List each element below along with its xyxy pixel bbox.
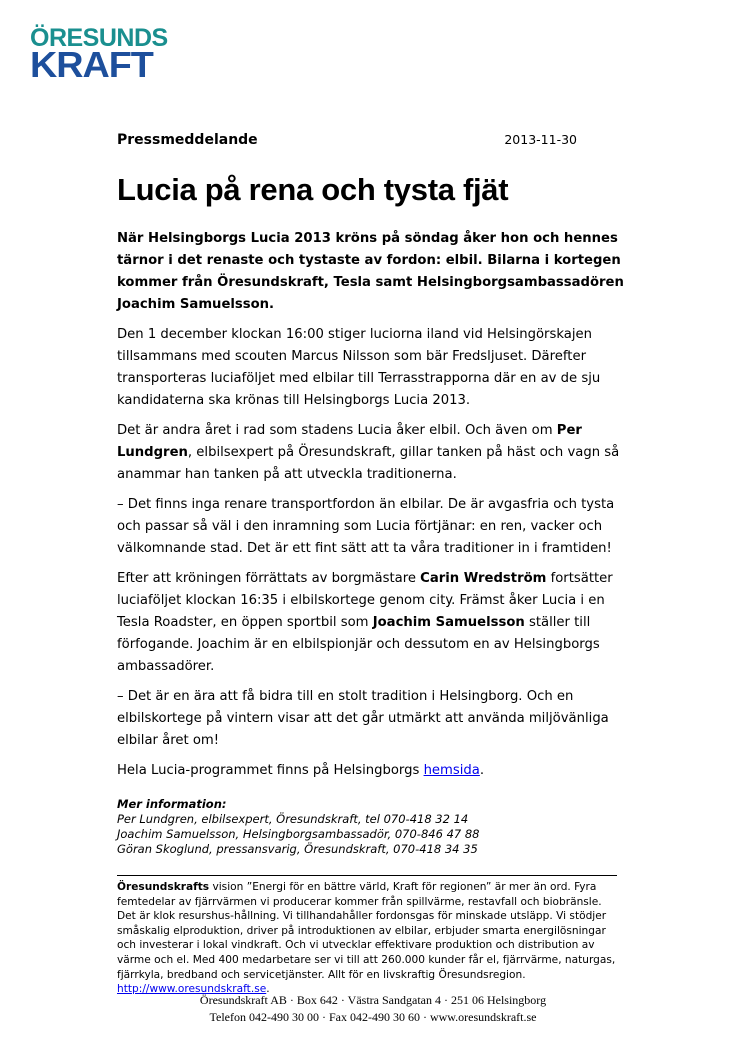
text: . <box>266 983 270 996</box>
divider <box>117 875 617 876</box>
text: . <box>479 763 485 778</box>
contact-line: Göran Skoglund, pressansvarig, Öresundskraft, 070-418 34 35 <box>117 842 478 856</box>
document-header <box>117 132 577 148</box>
text: Hela Lucia-programmet finns på Helsingborgs <box>117 763 424 778</box>
text: Efter att kröningen förrättats av borgmästare <box>117 571 421 586</box>
company-logo <box>30 26 176 90</box>
text: Det är andra året i rad som stadens Lucia åker elbil. Och även om <box>117 423 557 438</box>
company-website-link[interactable]: http://www.oresundskraft.se <box>117 983 267 996</box>
contact-numbers-line: Telefon 042-490 30 00 · Fax 042-490 30 60 · www.oresundskraft.se <box>209 1010 537 1024</box>
document-date: 2013-11-30 <box>504 132 577 147</box>
footer-address <box>0 992 746 1026</box>
lead-paragraph: När Helsingborgs Lucia 2013 kröns på söndag åker hon och hennes tärnor i det renaste och tystaste av fordon: elbil. Bilarna i kortegen kommer från Öresundskraft, Tesla samt Helsingborgsambassadören Joachim Samuelsson. <box>117 231 624 312</box>
contact-line: Per Lundgren, elbilsexpert, Öresundskraft, tel 070-418 32 14 <box>117 812 469 826</box>
company-name: Öresundskrafts <box>117 881 210 893</box>
paragraph: Den 1 december klockan 16:00 stiger luciorna iland vid Helsingörskajen tillsammans med scouten Marcus Nilsson som bär Fredsljuset. Därefter transporteras luciaföljet med elbilar till Terrasstrapporna där en av de sju kandidaterna ska krönas till Helsingborgs Lucia 2013. <box>117 327 601 408</box>
address-line: Öresundskraft AB · Box 642 · Västra Sandgatan 4 · 251 06 Helsingborg <box>199 993 547 1007</box>
about-text: vision ”Energi för en bättre värld, Kraft för regionen” är mer än ord. Fyra femtedelar av fjärrvärmen vi producerar kommer från spillvärme, restavfall och biobränsle. Det är klok resurshus-hållning. Vi tillhandahåller fordonsgas för minskade utsläpp. Vi stödjer småskalig elproduktion, driver på introduktionen av elbilar, erbjuder smarta energilösningar och investerar i lokal vindkraft. Och vi utvecklar effektivare produktion och distribution av värme och el. Med 400 medarbetare ser vi till att 260.000 kunder får el, fjärrvärme, naturgas, fjärrkyla, bredband och servicetjänster. Allt för en livskraftig Öresundsregion. <box>117 881 616 981</box>
logo-line-2: KRAFT <box>30 44 153 85</box>
text: , elbilsexpert på Öresundskraft, gillar tanken på häst och vagn så anammar han tanken på att utveckla traditionerna. <box>117 445 620 482</box>
hemsida-link[interactable]: hemsida <box>423 763 480 778</box>
quote-paragraph: – Det finns inga renare transportfordon än elbilar. De är avgasfria och tysta och passar så väl i den inramning som Lucia förtjänar: en ren, vacker och välkomnande stad. Det är ett fint sätt att ta våra traditioner in i framtiden! <box>117 497 615 556</box>
text: ställer till förfogande. Joachim är en elbilspionjär och dessutom en av Helsingborgs ambassadörer. <box>117 615 600 674</box>
contact-info <box>117 797 480 857</box>
quote-paragraph: – Det är en ära att få bidra till en stolt tradition i Helsingborg. Och en elbilskortege på vintern visar att det går utmärkt att använda miljövänliga elbilar året om! <box>117 689 609 748</box>
document-type: Pressmeddelande <box>117 132 258 148</box>
logo-line-1: ÖRESUNDS <box>30 24 168 52</box>
company-about <box>117 880 623 997</box>
page-title: Lucia på rena och tysta fjät <box>117 172 509 207</box>
contact-heading: Mer information: <box>117 797 227 811</box>
person-name: Per Lundgren <box>117 423 582 460</box>
article-body <box>117 228 629 790</box>
paragraph <box>117 420 629 486</box>
text: fortsätter luciaföljet klockan 16:35 i elbilskortege genom city. Främst åker Lucia i en Tesla Roadster, en öppen sportbil som <box>117 571 613 630</box>
paragraph <box>117 760 629 782</box>
paragraph <box>117 568 629 678</box>
contact-line: Joachim Samuelsson, Helsingborgsambassadör, 070-846 47 88 <box>117 827 480 841</box>
person-name: Carin Wredström <box>420 571 547 586</box>
person-name: Joachim Samuelsson <box>372 615 525 630</box>
